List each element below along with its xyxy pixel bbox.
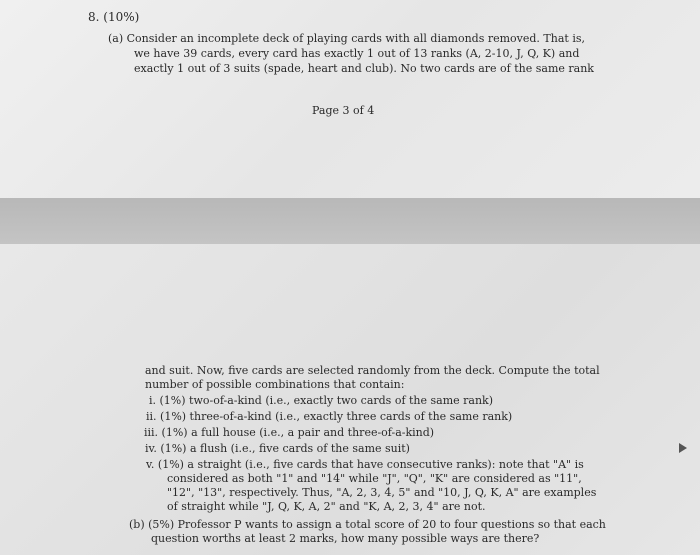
- question-number: 8. (10%): [88, 10, 140, 24]
- page-number-label: Page 3 of 4: [312, 104, 375, 117]
- list-item-iii: iii. (1%) a full house (i.e., a pair and three-of-a-kind): [144, 426, 435, 439]
- part-b-line-1: (b) (5%) Professor P wants to assign a total score of 20 to four questions so that each: [129, 518, 606, 531]
- part-b-line-2: question worths at least 2 marks, how many possible ways are there?: [151, 532, 540, 545]
- part-a-line-1: (a) Consider an incomplete deck of playing cards with all diamonds removed. That is,: [108, 32, 585, 45]
- mouse-cursor-icon: [678, 442, 688, 454]
- part-a-line-3: exactly 1 out of 3 suits (spade, heart and club). No two cards are of the same rank: [134, 62, 594, 75]
- list-item-v-cont-1: considered as both "1" and "14" while "J", "Q", "K" are considered as "11",: [167, 472, 582, 485]
- list-item-ii: ii. (1%) three-of-a-kind (i.e., exactly three cards of the same rank): [146, 410, 513, 423]
- page-gap: [0, 198, 700, 244]
- part-a-line-2: we have 39 cards, every card has exactly 1 out of 13 ranks (A, 2-10, J, Q, K) and: [134, 47, 580, 60]
- continuation-line-1: and suit. Now, five cards are selected randomly from the deck. Compute the total: [145, 364, 600, 377]
- page-top-section: [0, 0, 700, 198]
- list-item-v: v. (1%) a straight (i.e., five cards that have consecutive ranks): note that "A" is: [146, 458, 584, 471]
- list-item-v-cont-3: of straight while "J, Q, K, A, 2" and "K, A, 2, 3, 4" are not.: [167, 500, 486, 513]
- list-item-i: i. (1%) two-of-a-kind (i.e., exactly two cards of the same rank): [149, 394, 494, 407]
- list-item-v-cont-2: "12", "13", respectively. Thus, "A, 2, 3, 4, 5" and "10, J, Q, K, A" are examples: [167, 486, 597, 499]
- list-item-iv: iv. (1%) a flush (i.e., five cards of the same suit): [145, 442, 410, 455]
- continuation-line-2: number of possible combinations that contain:: [145, 378, 405, 391]
